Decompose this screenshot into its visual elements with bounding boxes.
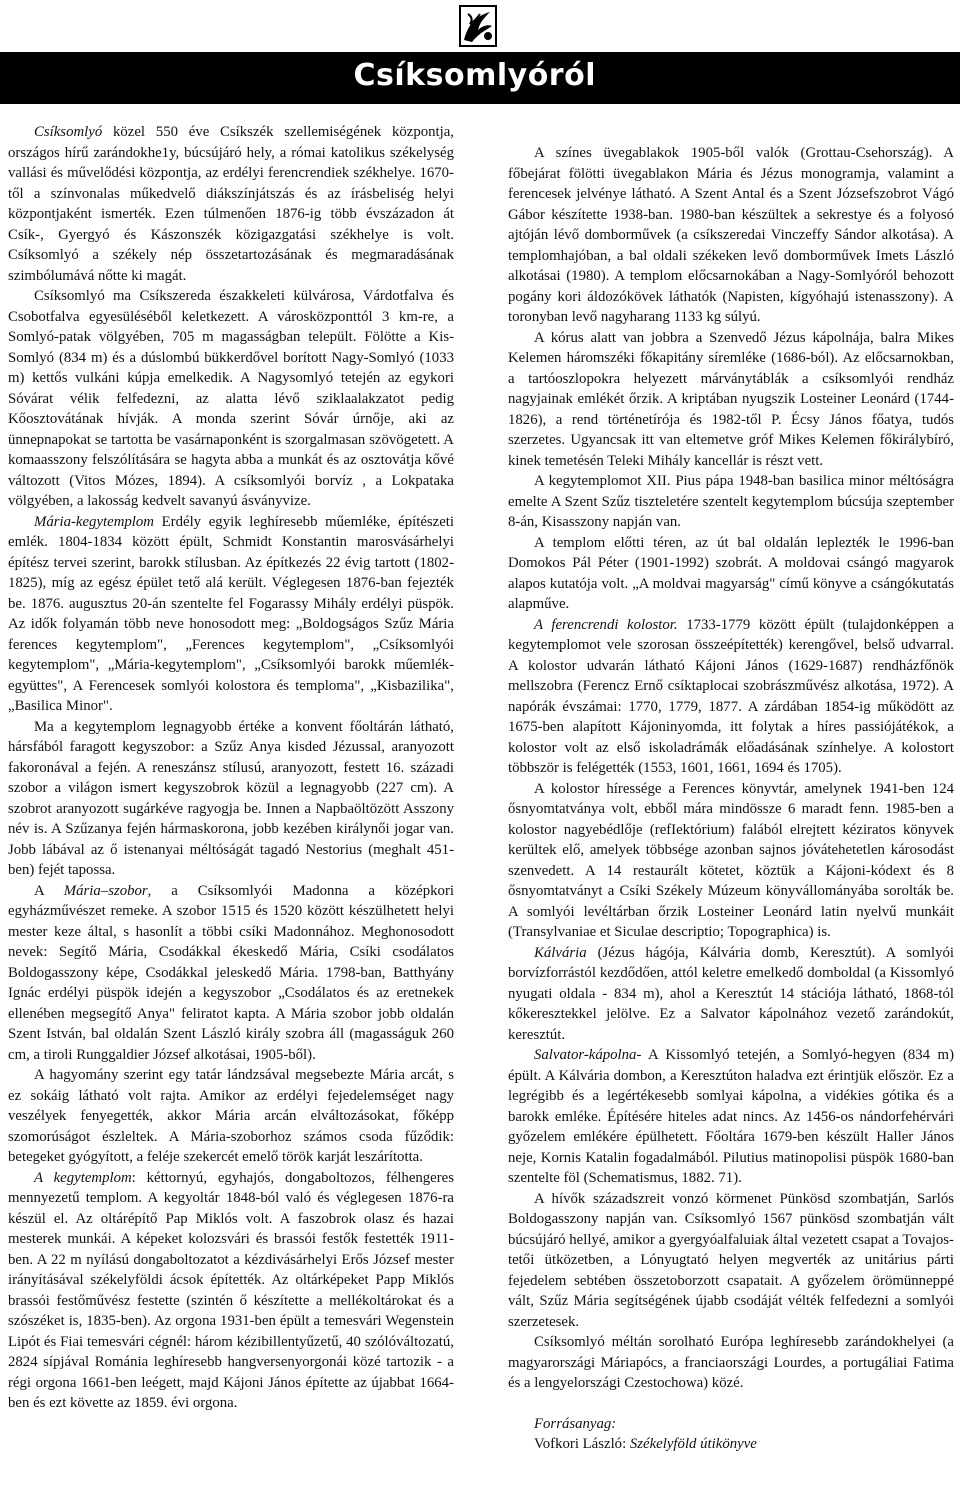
paragraph [508,943,954,1046]
italic-term: A kegytemplom [34,1169,132,1186]
paragraph-text: A színes üvegablakok 1905-ből valók (Grottau-Csehország). A főbejárat fölötti üvegablakon Mária és Jézus monogramja, valamint a ferencesek jelvénye látható. A Szent Antal és a Szent Józsefszobrot Vágó Gábor készítette 1938-ban. 1980-ban készültek a sekrestye és a folyosó ajtóján lévő domborművek (a csíkszeredai Vinczeffy Sándor alkotása). A templomhajóban, a bal oldali székeken levő domborművek Imets László alkotásai (1980). A templom előcsarnokában a Nagy-Somlyóról behozott pogány kori áldozókövek láthatók (Napisten, kígyóhajú istenasszony). A toronyban levő nagyharang 1133 kg súlyú. [508,145,954,325]
page-title: Csíksomlyóról [353,58,596,93]
paragraph-text: : kéttornyú, egyhajós, dongaboltozos, félhengeres mennyezetű templom. A kegyoltár 1848-ból való és véglegesen 1876-ra készül el. Az oltárépítő Pap Miklós volt. A faszobrok olasz és hazai mesterek munkái. A képeket kolozsvári és brassói festők festették 1911-ben. A 22 m nyílású dongaboltozatot a kézdivásárhelyi Erős József mester irányításával székelyföldi ácsok építették. Az oltárképeket Papp Miklós brassói festőművész festette (szintén ő készítette a mellékoltárokat és a szószéket is, 1835-ben). Az orgona 1931-ben épült a temesvári Wegenstein Lipót és Fiai temesvári cégnél: három kézibillentyűzetű, 40 szólóváltozatú, 2824 sípjával Románia leghíresebb hangversenyorgonái közé tartozik - a régi orgona 1661-ben leégett, majd Kájoni János építette az újabbat 1664-ben és ezt követte az 1859. évi orgona. [8,1169,455,1411]
paragraph [508,1189,954,1333]
spacer [508,1394,954,1414]
italic-term: Mária-kegytemplom [34,513,154,530]
ornament-logo-icon [458,4,498,48]
paragraph-text: Csíksomlyó méltán sorolható Európa leghíresebb zarándokhelyei (a magyarországi Máriapócs, a franciaországi Lourdes, a portugáliai Fatima és a lengyelországi Czestochowa) közé. [508,1334,954,1391]
italic-term: Mária–szobor [63,882,148,899]
paragraph [508,779,954,943]
paragraph [508,471,954,533]
paragraph-text: Erdély egyik leghíresebb műemléke, építészeti emlék. 1804-1834 között épült, Schmidt Konstantin marosvásárhelyi építész tervei szerint, barokk stílusban. Az építkezés 22 évig tartott (1802-1825), míg az egész épület tető alá került. Véglegesen 1876-ban fejezték be. 1876. augusztus 20-án szentelte fel Fogarassy Mihály erdélyi püspök. Az idők folyamán több neve honosodott meg: „Boldogságos Szűz Mária ferences kegytemplom", „Ferences kegytemplom", „Csíksomlyói kegytemplom", „Mária-kegytemplom", „Csíksomlyói barokk műemlék-együttes", A Ferencesek somlyói kolostora és temploma", „Kisbazilika", „Basilica Minor". [8,513,454,714]
paragraph [508,533,954,615]
paragraph-text: - A Kissomlyó tetején, a Somlyó-hegyen (834 m) épült. A Kálvária dombon, a Keresztúton haladva ezt érintjük először. Ez a legrégibb és a legértékesebb somlyai kápolna, a vidékies gótika és a barokk emléke. Építésére hiteles adat nincs. Az 1456-os nándorfehérvári győzelem emlékére épülhetett. Főoltára 1679-ben készült Haller János neje, Kornis Katalin fogadalmából. Pilutius matinopolisi püspök 1680-ban szentelte föl (Schematismus, 1882. 71). [508,1047,954,1186]
paragraph [8,286,454,512]
source-label [508,1414,954,1435]
paragraph-text: A templom előtti téren, az út bal oldalán leplezték le 1996-ban Domokos Pál Péter (1901-1992) szobrát. A moldovai csángó magyarok alapos kutatója volt. „A moldvai magyarság" című könyve a csángókutatás alapműve. [508,534,954,612]
paragraph [8,122,454,286]
title-bar [0,52,960,104]
paragraph [508,143,954,328]
paragraph-text: A hagyomány szerint egy tatár lándzsával megsebezte Mária arcát, s ez sokáig látható volt rajta. Amikor az erdélyi fejedelemséget nagy veszélyek fenyegették, akkor Mária arcán elváltozásokat, főképp szomorúságot észleltek. A Mária-szoborhoz számos csoda fűződik: betegeket gyógyított, a feléje szekercét emelő török karját leszárította. [8,1067,454,1165]
paragraph-text: Csíksomlyó ma Csíkszereda északkeleti külvárosa, Várdotfalva és Csobotfalva egyesüléséből keletkezett. A városközponttól 3 km-re, a Somlyó-patak völgyében, 705 m magasságban települt. Fölötte a Kis-Somlyó (834 m) és a dúslombú bükkerdővel borított Nagy-Somlyó (1033 m) kettős vulkáni kúpja emelkedik. A Nagysomlyó tetején az egykori Sóvárat vélik felfedezni, az alatta lévő sziklaalakzatot pedig Kőosztovátának hívják. A monda szerint Sóvár úrnője, aki az ünnepnapokat se tartotta be vasárnaponként is szorgalmasan szövögetett. A komaasszony felszólítására se hagyta abba a munkát és az osztovátja kővé változott (Vitos Mózes, 1894). A csíksomlyói borvíz , a Lokpataka völgyében, a lakosság kedvelt savanyú ásványvize. [8,288,454,509]
paragraph [8,1168,454,1414]
paragraph-text: Ma a kegytemplom legnagyobb értéke a konvent főoltárán látható, hársfából faragott kegyszobor: a Szűz Anya kisded Jézussal, aranyozott fakoronával a fején. A reneszánsz stílusú, aranyozott, festett 16. századi szobor a világon ismert kegyszobrok közül a legnagyobb (227 cm). A szobrot aranyozott sugárkéve ragyogja be. Innen a Napbaöltözött Asszony név is. A Szűzanya fején hármaskorona, jobb kezében királynői jogar van. Jobb lábával az ő istenanyai méltóságát tagadó Nestorius (meghalt 451-ben) fejét tapossa. [8,718,454,878]
source-label-text: Forrásanyag: [534,1415,617,1432]
paragraph [8,717,454,881]
right-column [508,143,954,1455]
source-citation [508,1434,954,1455]
italic-term: A ferencrendi kolostor. [534,616,678,633]
source-title: Székelyföld útikönyve [629,1436,757,1452]
paragraph [508,1332,954,1394]
italic-term: Kálvária [534,944,587,961]
italic-term: Csíksomlyó [34,124,103,140]
paragraph [8,881,454,1066]
source-author: Vofkori László: [534,1436,630,1452]
paragraph [8,1065,454,1168]
paragraph-text: A kórus alatt van jobbra a Szenvedő Jézus kápolnája, balra Mikes Kelemen háromszéki főkapitány síremléke (1686-ból). Az előcsarnokban, a tartóoszlopokra helyezett márványtáblák a csíksomlyói rendház nagyjainak emlékét őrzik. A kriptában nyugszik Losteiner Leonárd (1744-1826), a rend történetírója és 1982-től P. Écsy János főatya, tudós szerzetes. Ugyancsak itt van eltemetve gróf Mikes Kelemen főkirálybíró, kinek temetésén Teleki Mihály kancellár is részt vett. [508,329,954,469]
paragraph [8,512,454,717]
paragraph-text: A hívők századszreit vonzó körmenet Pünkösd szombatján, Sarlós Boldogasszony napján van. Csíksomlyó 1567 pünkösd szombatján vált búcsújáró hellyé, amikor a gyergyóalfaluiak által vezetett csapat a Tovajos-tetői ütközetben, a Lónyugtató helyen megverték az unitárius párti fejedelem sebtében összetoborzott csapatait. A győzelem örömünneppé vált, Szűz Mária segítségének újabb csodáját vélték felfedezni a somlyói szerzetesek. [508,1190,954,1330]
paragraph-text: , a Csíksomlyói Madonna a középkori egyházművészet remeke. A szobor 1515 és 1520 között készülhetett helyi mester keze által, s hasonlít a többi csíki Madonnához. Meghonosodott nevek: Segítő Mária, Csodákkal ékeskedő Mária, Csíki csodálatos Boldogasszony képe, Csodákkal jeleskedő Mária. 1798-ban, Batthyány Ignác erdélyi püspök idején a kegyszobor „Csodálatos és az eretnekek ellenében megsegítő Anya" feliratot kapta. A Mária szobor jobb oldalán Szent István, bal oldalán Szent László király szobra áll (magasságuk 260 cm, a tiroli Runggaldier József alkotásai, 1905-ből). [8,882,454,1063]
paragraph-text: 1733-1779 között épült (tulajdonképpen a kegytemplomot vele szorosan összeépítették) kerengővel, belső udvarral. A kolostor udvarán látható Kájoni János (1629-1687) rendházfőnök mellszobra (Ferencz Ernő csíktaplocai szobrászművész alkotása, 1972). A napórák évszámai: 1770, 1779, 1877. A zárdában 1854-ig működött az 1675-ben alapított Kájoninyomda, itt folytak a híres passiójátékok, a kolostor volt az első iskoladrámák előadásának színhelye. A kolostort többször is felégették (1553, 1601, 1661, 1694 és 1705). [508,616,954,776]
paragraph-text: A kegytemplomot XII. Pius pápa 1948-ban basilica minor méltóságra emelte A Szent Szűz tiszteletére szentelt kegytemplom búcsúja szeptember 8-án, Kisasszony napján van. [508,473,954,530]
paragraph-text: A [34,882,64,899]
italic-term: Salvator-kápolna [534,1047,637,1063]
paragraph-text: közel 550 éve Csíkszék szellemiségének központja, országos hírű zarándokhe1y, búcsújáró hely, a római katolikus székelység vallási és művelődési központja, az erdélyi ferencrendiek székhelye. 1670-től a színvonalas műkedvelő diákszínjátszás és az írásbeliség helyi központjaként ismerték. Ezen túlmenően 1876-ig több évszázadon át Csík-, Gyergyó és Kászonszék közigazgatási székhelye is volt. Csíksomlyó a székely nép összetartozásának és megmaradásának szimbólumává nőtte ki magát. [8,124,454,284]
paragraph-text: A kolostor híressége a Ferences könyvtár, amelynek 1941-ben 124 ősnyomtatványa volt, ebből mára mindössze 6 maradt fenn. 1985-ben a kolostor nagyebédlője (refIektórium) falából elrejtett kéziratos könyvek kerültek elő, amelyek többsége azonban sajnos jóvátehetetlen károsodást szenvedett. A 14 restaurált kötetet, köztük a Kájoni-kódext és 8 ősnyomtatványt a Csíki Székely Múzeum könyvállományába sorolták be. A somlyói levéltárban őrzik Losteiner Leonárd latin nyelvű munkáit (Transylvaniae et Siculae descriptio; Topographica) is. [508,780,954,940]
paragraph-text: (Jézus hágója, Kálvária domb, Keresztút). A somlyói borvízforrástól kezdődően, attól keletre emelkedő domboldal (a Kissomlyó nyugati oldala - 834 m), ahol a Keresztút 14 stációja látható, 1868-tól kőkeresztekkel jelölve. Ez a Salvator kápolnához vezető zarándokút, keresztút. [508,944,954,1043]
paragraph [508,328,954,472]
paragraph [508,615,954,779]
left-column [8,122,454,1414]
paragraph [508,1045,954,1189]
